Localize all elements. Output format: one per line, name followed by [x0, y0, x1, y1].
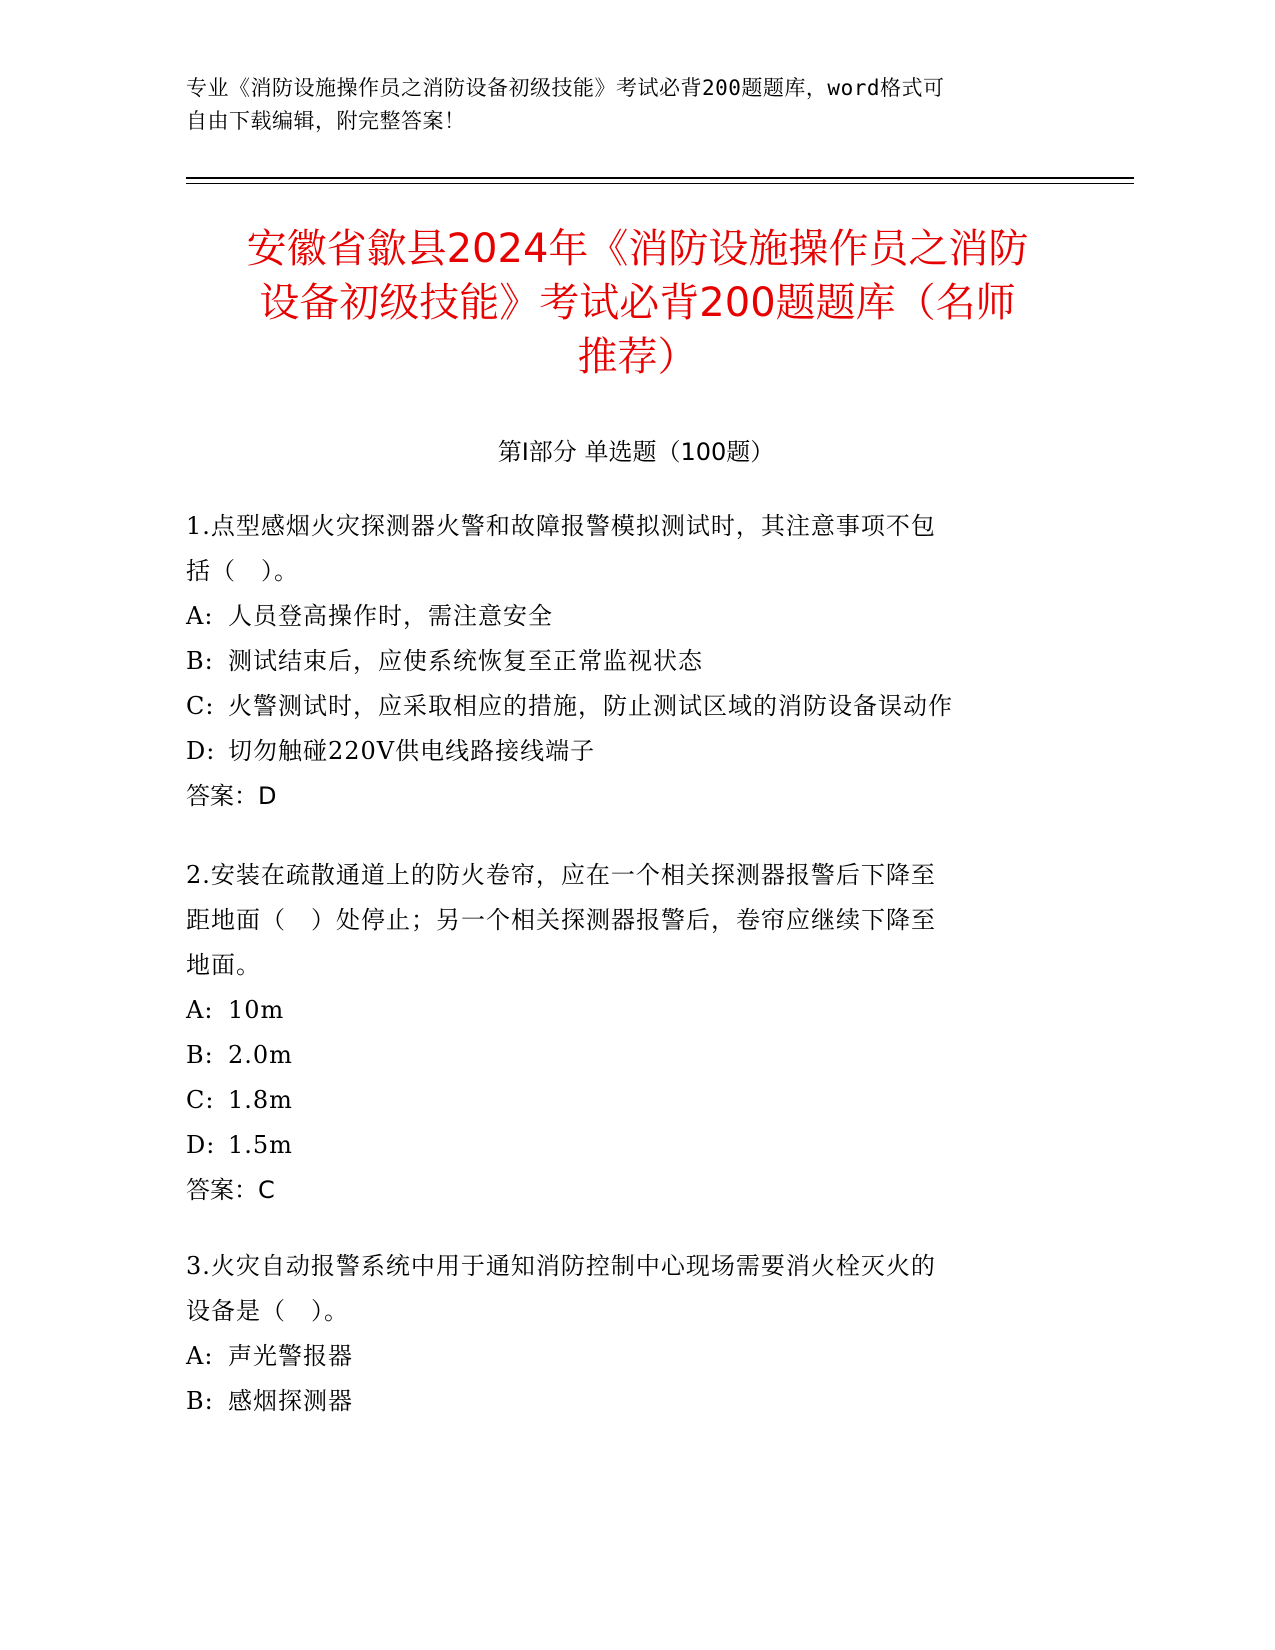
document-title [160, 222, 1115, 384]
question-stem [186, 853, 1066, 988]
option-text: 人员登高操作时，需注意安全 [228, 602, 553, 630]
option-c [186, 684, 1066, 729]
option-c [186, 1078, 1066, 1123]
option-key: C: [186, 692, 215, 720]
option-d [186, 729, 1066, 774]
header-divider-thin [186, 183, 1134, 184]
option-text: 2.0m [228, 1041, 293, 1069]
option-text: 感烟探测器 [228, 1387, 353, 1415]
option-key: A: [186, 602, 214, 630]
header-divider-thick [186, 177, 1134, 179]
question-stem-line: 地面。 [186, 951, 261, 979]
question-stem [186, 504, 1066, 594]
question-2 [186, 853, 1066, 1213]
option-key: D: [186, 737, 216, 765]
answer-line: 答案：C [186, 1176, 275, 1204]
option-text: 声光警报器 [228, 1342, 353, 1370]
option-a [186, 988, 1066, 1033]
question-stem-line: 设备是（ ）。 [186, 1297, 349, 1325]
question-1 [186, 504, 1066, 819]
option-key: A: [186, 996, 214, 1024]
answer-line: 答案：D [186, 782, 277, 810]
option-key: B: [186, 1387, 214, 1415]
option-text: 切勿触碰220V供电线路接线端子 [228, 737, 596, 765]
option-a [186, 1334, 1066, 1379]
document-title-line-3: 推荐） [577, 334, 698, 380]
option-b [186, 639, 1066, 684]
option-b [186, 1033, 1066, 1078]
option-key: A: [186, 1342, 214, 1370]
document-title-line-2: 设备初级技能》考试必背200题题库（名师 [259, 280, 1016, 326]
question-stem-line: 1.点型感烟火灾探测器火警和故障报警模拟测试时，其注意事项不包 [186, 512, 936, 540]
question-stem-line: 2.安装在疏散通道上的防火卷帘，应在一个相关探测器报警后下降至 [186, 861, 936, 889]
question-stem-line: 括（ ）。 [186, 557, 299, 585]
header-note-line-2: 自由下载编辑，附完整答案！ [186, 109, 466, 133]
option-b [186, 1379, 1066, 1424]
question-stem-line: 3.火灾自动报警系统中用于通知消防控制中心现场需要消火栓灭火的 [186, 1252, 936, 1280]
option-text: 火警测试时，应采取相应的措施，防止测试区域的消防设备误动作 [228, 692, 953, 720]
section-heading: 第I部分 单选题（100题） [497, 438, 775, 466]
question-3 [186, 1244, 1066, 1424]
document-title-line-1: 安徽省歙县2024年《消防设施操作员之消防 [246, 226, 1029, 272]
option-text: 10m [228, 996, 285, 1024]
option-d [186, 1123, 1066, 1168]
option-text: 1.8m [228, 1086, 293, 1114]
option-key: B: [186, 1041, 214, 1069]
question-stem-line: 距地面（ ）处停止；另一个相关探测器报警后，卷帘应继续下降至 [186, 906, 936, 934]
option-a [186, 594, 1066, 639]
option-key: B: [186, 647, 214, 675]
option-text: 测试结束后，应使系统恢复至正常监视状态 [228, 647, 703, 675]
header-note [186, 72, 1086, 138]
option-text: 1.5m [228, 1131, 293, 1159]
header-note-line-1: 专业《消防设施操作员之消防设备初级技能》考试必背200题题库，word格式可 [186, 76, 945, 100]
option-key: C: [186, 1086, 215, 1114]
question-stem [186, 1244, 1066, 1334]
option-key: D: [186, 1131, 216, 1159]
